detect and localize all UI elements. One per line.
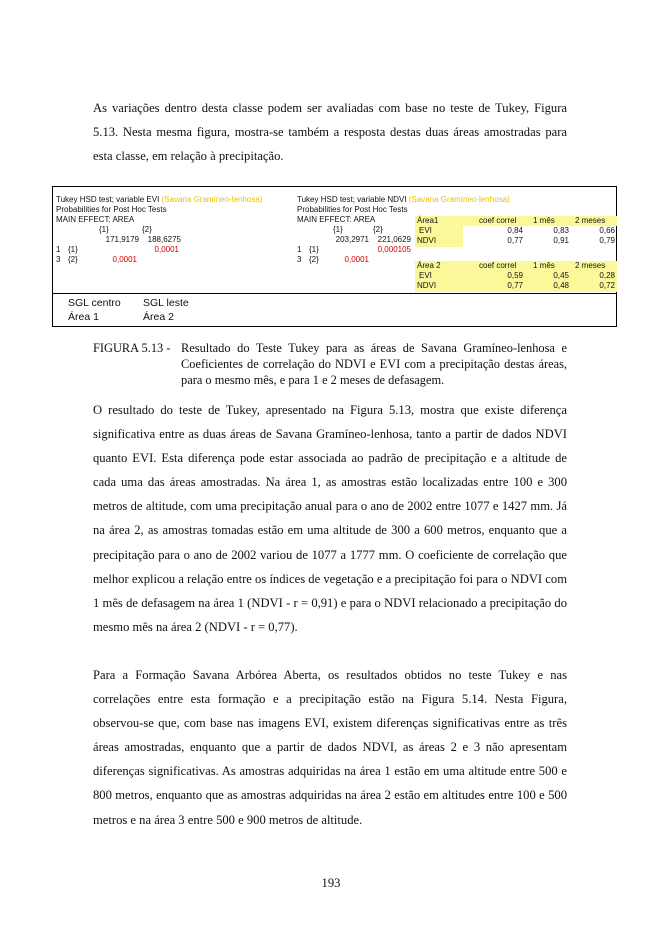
area-1-label: Área 1	[68, 311, 99, 323]
corr-area2-header-2meses: 2 meses	[575, 261, 606, 270]
corr-area2-header-1mes: 1 mês	[533, 261, 555, 270]
ndvi-row2-label: {2}	[309, 255, 319, 264]
intro-paragraph: As variações dentro desta classe podem ser avaliadas com base no teste de Tukey, Figura 5.13. Nesta mesma figura, mostra-se também a resposta destas duas áreas amostradas para esta classe, em relação à precipitação.	[93, 101, 567, 164]
corr-area2-ndvi-coef: 0,77	[507, 281, 523, 290]
ndvi-class-label: (Savana Gramíneo-lenhosa)	[408, 195, 510, 204]
ndvi-tukey-effect: MAIN EFFECT: AREA	[297, 215, 376, 224]
ndvi-tukey-subtitle: Probabilities for Post Hoc Tests	[297, 205, 408, 214]
evi-row2-label: {2}	[68, 255, 78, 264]
results-paragraph: O resultado do teste de Tukey, apresentado na Figura 5.13, mostra que existe diferença significativa entre as duas áreas de Savana Gramíneo-lenhosa, tanto a partir de dados NDVI quanto EVI. Esta diferença pode estar associada ao padrão de precipitação e a altitude de cada uma das áreas amostradas. Na área 1, as amostras estão localizadas entre 100 e 300 metros de altitude, com uma precipitação anual para o ano de 2002 entre 1077 e 1427 mm. Já na área 2, as amostras tomadas estão em uma altitude de 300 a 600 metros, enquanto que a precipitação para o ano de 2002 variou de 1077 a 1777 mm. O coeficiente de correlação que melhor explicou a relação entre os índices de vegetação e a precipitação foi para o NDVI com 1 mês de defasagem na área 1 (NDVI - r = 0,91) e para o NDVI relacionado a precipitação do mesmo mês na área 2 (NDVI - r = 0,77).	[93, 403, 567, 634]
corr-area1-evi-label: EVI	[419, 226, 432, 235]
corr-area1-ndvi-2meses: 0,79	[599, 236, 615, 245]
evi-mean-1: 171,9179	[105, 235, 139, 244]
corr-area1-label: Área1	[417, 216, 439, 225]
corr-area2-evi-2meses: 0,28	[599, 271, 615, 280]
ndvi-mean-2: 221,0629	[377, 235, 411, 244]
evi-p-row2: 0,0001	[112, 255, 137, 264]
sgl-centro-label: SGL centro	[68, 297, 121, 309]
ndvi-tukey-title: Tukey HSD test; variable NDVI (Savana Gramíneo-lenhosa)	[297, 195, 510, 204]
figure-divider	[53, 293, 616, 294]
caption-head: FIGURA 5.13 -	[93, 341, 171, 355]
corr-area1-header-1mes: 1 mês	[533, 216, 555, 225]
ndvi-p-row2: 0,0001	[344, 255, 369, 264]
evi-tukey-subtitle: Probabilities for Post Hoc Tests	[56, 205, 167, 214]
savana-arborea-paragraph: Para a Formação Savana Arbórea Aberta, os resultados obtidos no teste Tukey e nas correlações entre esta formação e a precipitação estão na Figura 5.14. Nesta Figura, observou-se que, com base nas imagens EVI, existem diferenças significativas entre as três áreas amostradas, enquanto que a partir de dados NDVI, as áreas 2 e 3 não apresentam diferenças significativas. As amostras adquiridas na área 1 estão em uma altitude entre 500 e 800 metros, enquanto que as amostras adquiridas na área 2 estão em altitudes entre 100 e 500 metros e na área 3 entre 500 e 900 metros de altitude.	[93, 668, 567, 827]
evi-row1-number: 1	[56, 245, 61, 254]
ndvi-p-row1: 0,000105	[377, 245, 411, 254]
ndvi-row1-number: 1	[297, 245, 302, 254]
sgl-leste-label: SGL leste	[143, 297, 189, 309]
ndvi-col-header-2: {2}	[373, 225, 383, 234]
corr-area2-evi-coef: 0,59	[507, 271, 523, 280]
corr-area2-evi-label: EVI	[419, 271, 432, 280]
corr-area1-header-2meses: 2 meses	[575, 216, 606, 225]
evi-tukey-title: Tukey HSD test; variable EVI (Savana Gramíneo-lenhosa)	[56, 195, 263, 204]
evi-class-label: (Savana Gramíneo-lenhosa)	[161, 195, 263, 204]
corr-area1-ndvi-coef: 0,77	[507, 236, 523, 245]
evi-row1-label: {1}	[68, 245, 78, 254]
evi-tukey-effect: MAIN EFFECT: AREA	[56, 215, 135, 224]
corr-area1-evi-1mes: 0,83	[553, 226, 569, 235]
evi-col-header-2: {2}	[142, 225, 152, 234]
corr-area2-header-coef: coef correl	[479, 261, 517, 270]
page-number: 193	[321, 876, 341, 890]
ndvi-row2-number: 3	[297, 255, 302, 264]
corr-area1-ndvi-1mes: 0,91	[553, 236, 569, 245]
ndvi-mean-1: 203,2971	[335, 235, 369, 244]
evi-p-row1: 0,0001	[154, 245, 179, 254]
evi-col-header-1: {1}	[99, 225, 109, 234]
corr-area1-header-coef: coef correl	[479, 216, 517, 225]
evi-mean-2: 188,6275	[147, 235, 181, 244]
ndvi-row1-label: {1}	[309, 245, 319, 254]
corr-area2-evi-1mes: 0,45	[553, 271, 569, 280]
corr-area2-ndvi-1mes: 0,48	[553, 281, 569, 290]
area-2-label: Área 2	[143, 311, 174, 323]
corr-area1-evi-2meses: 0,66	[599, 226, 615, 235]
corr-area1-ndvi-label: NDVI	[417, 236, 437, 245]
evi-row2-number: 3	[56, 255, 61, 264]
figure-5-13	[52, 186, 617, 327]
corr-area2-ndvi-2meses: 0,72	[599, 281, 615, 290]
ndvi-col-header-1: {1}	[333, 225, 343, 234]
corr-area2-label: Área 2	[417, 261, 441, 270]
corr-area1-evi-coef: 0,84	[507, 226, 523, 235]
caption-body: Resultado do Teste Tukey para as áreas de Savana Gramíneo-lenhosa e Coeficientes de correlação do NDVI e EVI com a precipitação destas áreas, para o mesmo mês, e para 1 e 2 meses de defasagem.	[181, 341, 567, 387]
corr-area2-ndvi-label: NDVI	[417, 281, 437, 290]
